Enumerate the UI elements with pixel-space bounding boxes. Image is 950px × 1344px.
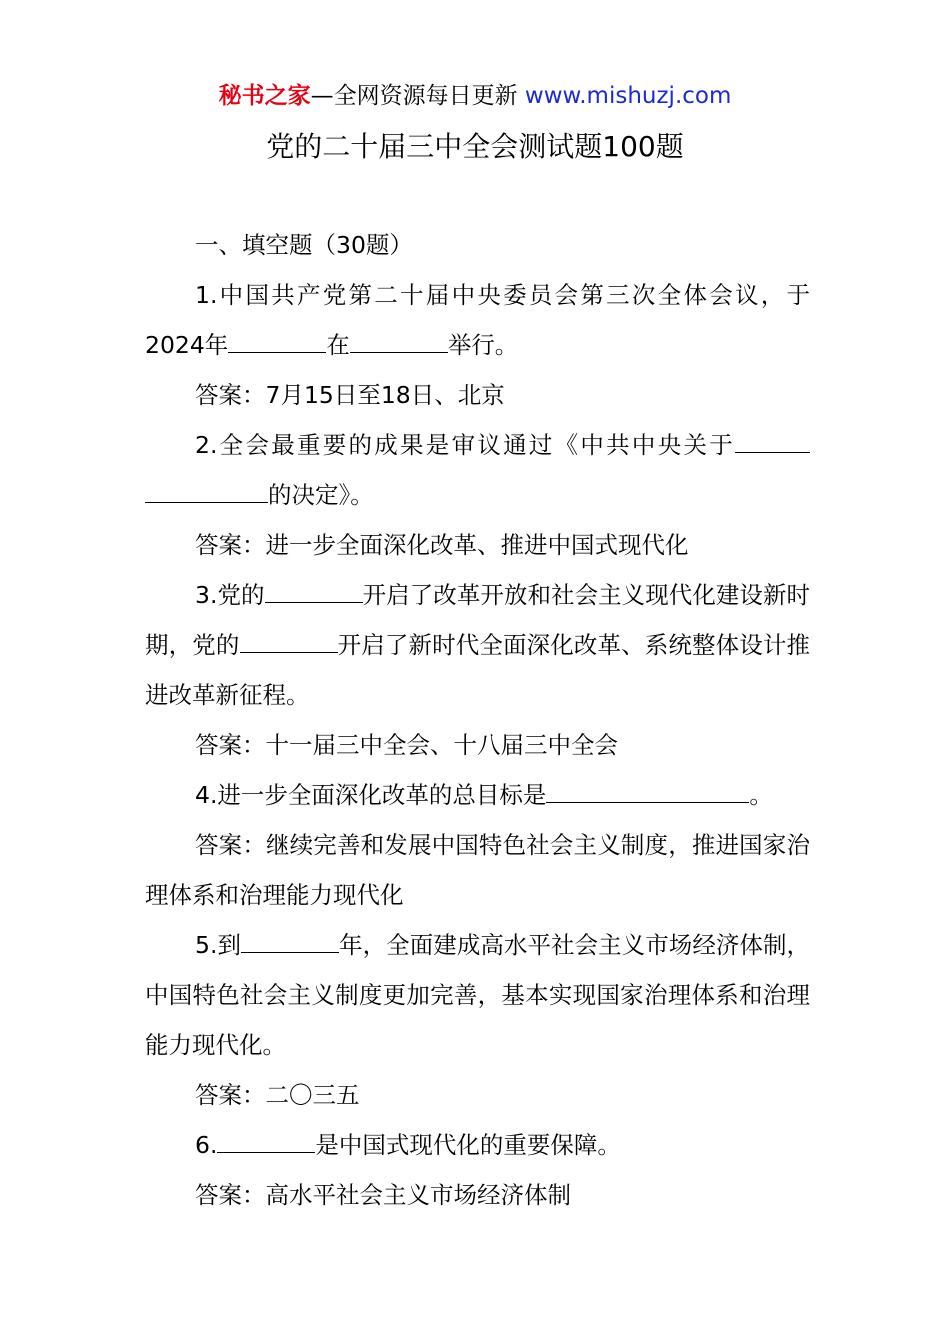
answer-1: 答案：7月15日至18日、北京 — [195, 381, 505, 409]
answer-4: 答案：继续完善和发展中国特色社会主义制度，推进国家治理体系和治理能力现代化 — [145, 831, 810, 909]
answer-blank — [241, 922, 339, 953]
answer-blank — [546, 772, 749, 803]
question-4: 4.进一步全面深化改革的总目标是 。 — [145, 770, 810, 820]
answer-blank — [265, 572, 363, 603]
answer-blank — [735, 422, 810, 453]
question-6: 6. 是中国式现代化的重要保障。 — [145, 1120, 810, 1170]
answer-blank — [145, 472, 268, 503]
question-3: 3.党的 开启了改革开放和社会主义现代化建设新时期，党的 开启了新时代全面深化改革、系统整体设计推进改革新征程。 — [145, 570, 810, 720]
answer-blank — [228, 322, 326, 353]
answer-6: 答案：高水平社会主义市场经济体制 — [195, 1181, 571, 1209]
answer-blank — [240, 622, 338, 653]
document-body — [145, 220, 810, 1220]
header-tagline: —全网资源每日更新 — [310, 83, 518, 109]
answer-5: 答案：二〇三五 — [195, 1081, 360, 1109]
page-title: 党的二十届三中全会测试题100题 — [266, 130, 684, 163]
question-2: 2.全会最重要的成果是审议通过《中共中央关于的决定》。 — [145, 420, 810, 520]
section-heading: 一、填空题（30题） — [195, 231, 413, 259]
question-5: 5.到 年，全面建成高水平社会主义市场经济体制，中国特色社会主义制度更加完善，基本实现国家治理体系和治理能力现代化。 — [145, 920, 810, 1070]
answer-blank — [350, 322, 448, 353]
answer-blank — [217, 1122, 315, 1153]
brand-name: 秘书之家 — [218, 83, 311, 109]
answer-2: 答案：进一步全面深化改革、推进中国式现代化 — [195, 531, 689, 559]
site-url-link[interactable]: www.mishuzj.com — [524, 83, 732, 109]
answer-3: 答案：十一届三中全会、十八届三中全会 — [195, 731, 618, 759]
question-1: 1.中国共产党第二十届中央委员会第三次全体会议，于2024年 在 举行。 — [145, 281, 810, 359]
site-header — [0, 80, 950, 112]
